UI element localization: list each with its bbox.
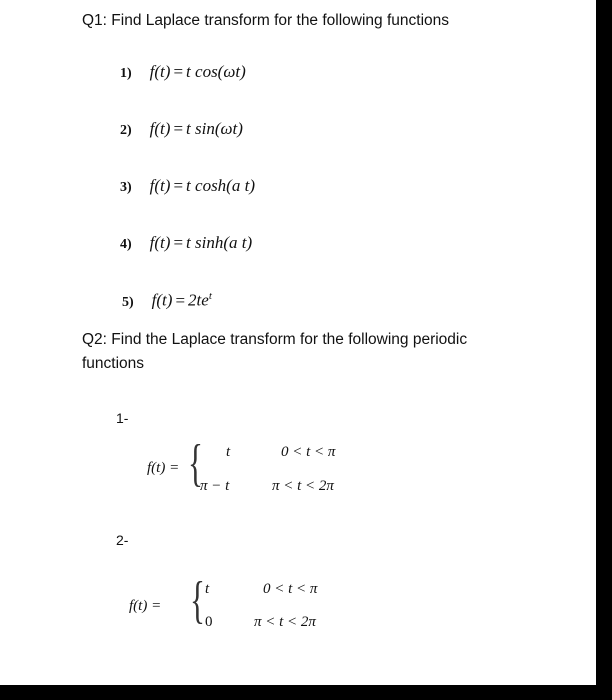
q2-problem-1-lhs xyxy=(147,460,179,477)
function-rhs: t sin(ωt) xyxy=(186,119,243,138)
q2-problem-2-case1-cond xyxy=(263,581,317,598)
item-number: 5) xyxy=(122,294,134,310)
case-condition: 0 < t < π xyxy=(281,444,336,460)
q2-problem-2-lhs xyxy=(129,598,161,615)
q2-heading-line1: Q2: Find the Laplace transform for the following periodic xyxy=(82,331,468,348)
equals-sign: = xyxy=(173,176,184,195)
function-lhs: f(t) xyxy=(149,233,171,252)
q2-heading-line2: functions xyxy=(82,355,145,372)
function-rhs: t cosh(a t) xyxy=(186,176,255,195)
q2-problem-2-case1-expr xyxy=(205,581,209,598)
case-condition: 0 < t < π xyxy=(263,581,318,597)
equals-sign: = xyxy=(173,62,184,81)
q2-problem-1-case2-cond xyxy=(272,478,334,495)
q1-item-2 xyxy=(120,119,243,139)
function-rhs: 2te xyxy=(188,290,209,310)
function-lhs: f(t) = xyxy=(129,598,162,614)
case-expression: 0 xyxy=(205,614,213,630)
q2-problem-1-case1-expr xyxy=(226,444,230,461)
function-lhs: f(t) = xyxy=(147,460,180,476)
q1-item-4 xyxy=(120,233,252,253)
equals-sign: = xyxy=(173,233,184,252)
q1-heading: Q1: Find Laplace transform for the following functions xyxy=(82,12,450,29)
equals-sign: = xyxy=(173,119,184,138)
case-expression: t xyxy=(205,581,210,597)
function-lhs: f(t) xyxy=(149,62,171,81)
item-number: 1) xyxy=(120,66,132,81)
case-condition: π < t < 2π xyxy=(272,478,334,494)
function-lhs: f(t) xyxy=(151,290,173,310)
q1-item-1 xyxy=(120,62,246,82)
q2-problem-1-case1-cond xyxy=(281,444,335,461)
left-brace: { xyxy=(188,435,203,492)
q2-problem-1-label: 1- xyxy=(116,410,129,426)
item-number: 2) xyxy=(120,123,132,138)
q2-problem-2-case2-expr xyxy=(205,614,213,631)
exponent: t xyxy=(208,290,212,302)
function-lhs: f(t) xyxy=(149,176,171,195)
equals-sign: = xyxy=(175,290,186,310)
q2-problem-2-label: 2- xyxy=(116,532,129,548)
case-condition: π < t < 2π xyxy=(254,614,316,630)
q1-item-3 xyxy=(120,176,255,196)
item-number: 4) xyxy=(120,237,132,252)
q2-problem-2-case2-cond xyxy=(254,614,316,631)
function-rhs: t sinh(a t) xyxy=(186,233,253,252)
function-rhs: t cos(ωt) xyxy=(186,62,246,81)
case-expression: π − t xyxy=(200,478,230,494)
case-expression: t xyxy=(226,444,231,460)
item-number: 3) xyxy=(120,180,132,195)
function-lhs: f(t) xyxy=(149,119,171,138)
left-brace: { xyxy=(190,572,205,629)
q2-problem-1-case2-expr xyxy=(200,478,229,495)
q1-item-5 xyxy=(122,290,212,311)
